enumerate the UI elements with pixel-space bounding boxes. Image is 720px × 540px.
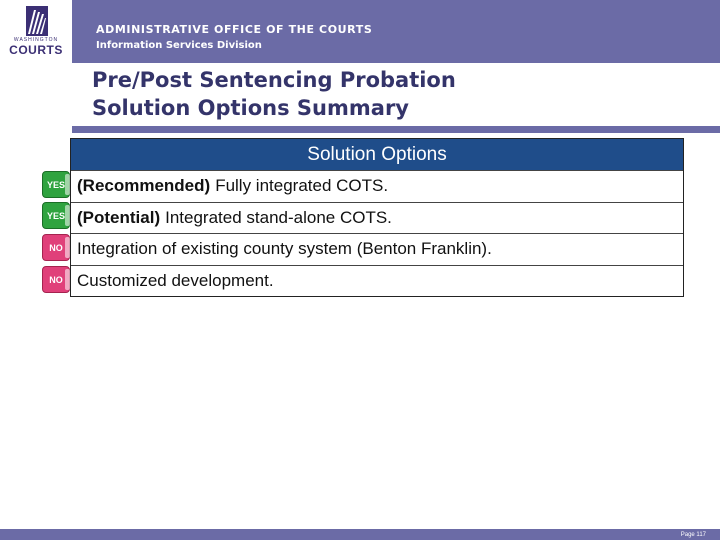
row-text: Customized development. bbox=[77, 270, 274, 290]
slide-title-line1: Pre/Post Sentencing Probation bbox=[92, 68, 456, 92]
logo-bottom-word: COURTS bbox=[9, 43, 63, 57]
table-header: Solution Options bbox=[71, 139, 683, 170]
row-text: Integrated stand-alone COTS. bbox=[165, 207, 392, 227]
yes-badge-icon bbox=[42, 202, 70, 229]
page-number: Page 117 bbox=[680, 532, 706, 538]
row-text: Fully integrated COTS. bbox=[215, 176, 389, 196]
courthouse-emblem-icon bbox=[6, 4, 66, 38]
org-name: ADMINISTRATIVE OFFICE OF THE COURTS bbox=[96, 23, 373, 36]
table-row bbox=[71, 170, 683, 202]
badge-label: NO bbox=[49, 242, 63, 253]
table-row bbox=[71, 202, 683, 234]
slide-title-line2: Solution Options Summary bbox=[92, 96, 409, 120]
logo-top-word: WASHINGTON bbox=[13, 37, 59, 43]
footer-bar bbox=[0, 529, 720, 540]
row-bold-prefix: (Potential) bbox=[77, 207, 161, 227]
no-badge-icon bbox=[42, 234, 70, 261]
badge-label: NO bbox=[49, 274, 63, 285]
yes-badge-icon bbox=[42, 171, 70, 198]
row-bold-prefix: (Recommended) bbox=[77, 176, 211, 196]
badge-label: YES bbox=[46, 179, 65, 190]
slide-title bbox=[92, 66, 652, 122]
washington-courts-logo bbox=[0, 0, 72, 63]
table-row bbox=[71, 265, 683, 297]
title-divider bbox=[72, 126, 720, 133]
badge-label: YES bbox=[46, 210, 65, 221]
row-text: Integration of existing county system (Benton Franklin). bbox=[77, 239, 492, 259]
no-badge-icon bbox=[42, 266, 70, 293]
solution-options-table bbox=[70, 138, 684, 297]
table-row bbox=[71, 233, 683, 265]
org-division: Information Services Division bbox=[96, 40, 262, 51]
